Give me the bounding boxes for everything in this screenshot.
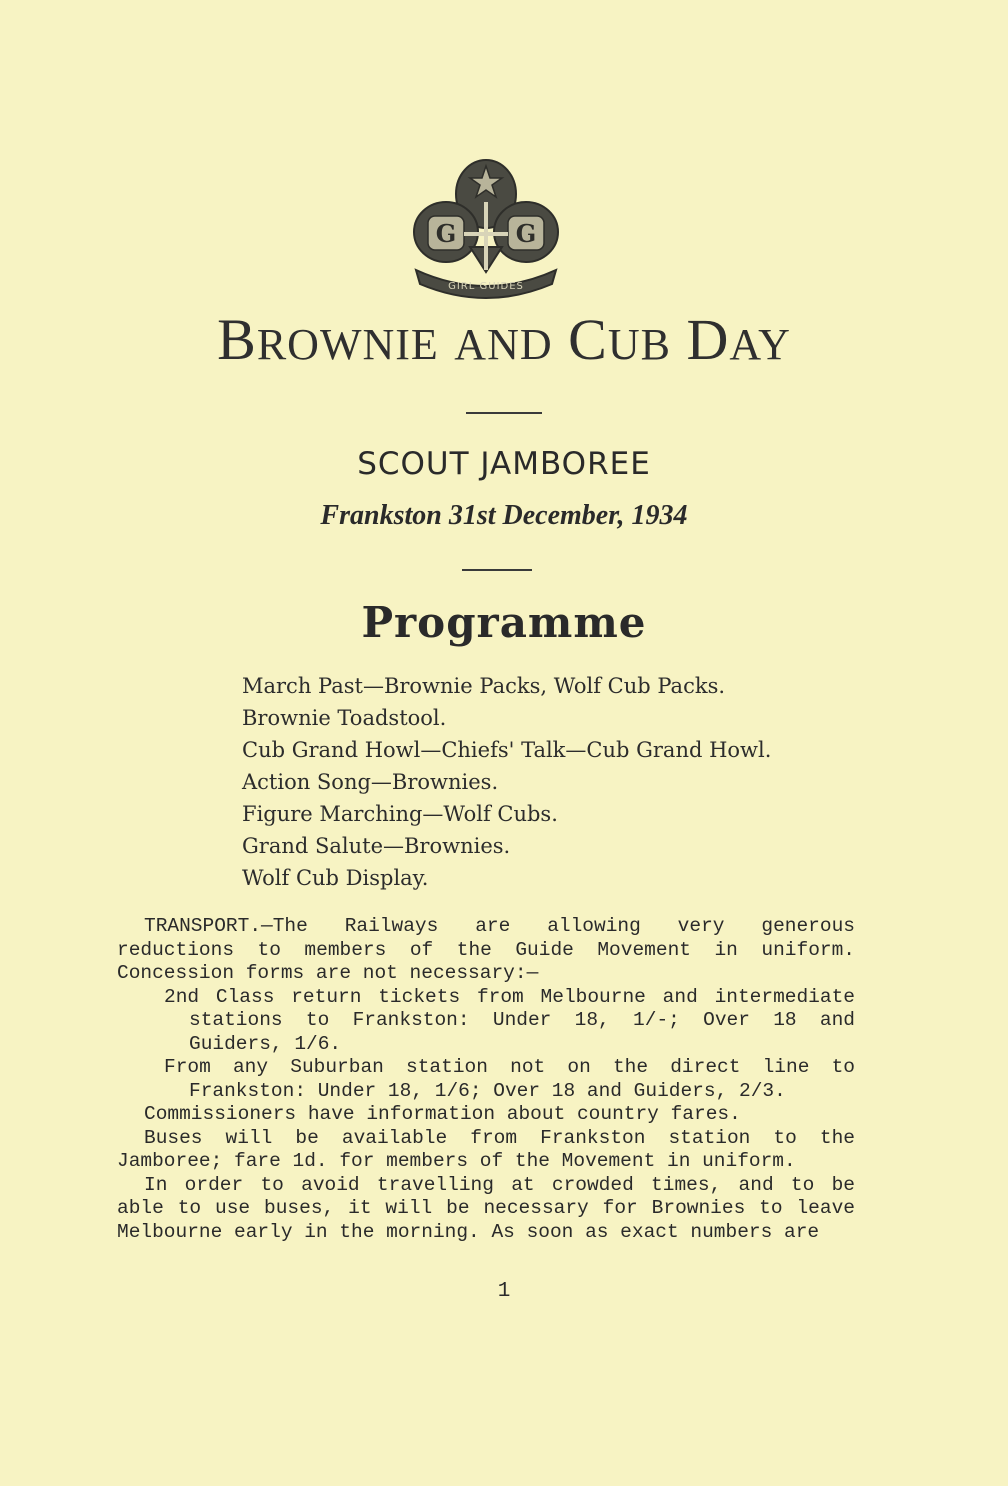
programme-item: March Past—Brownie Packs, Wolf Cub Packs. xyxy=(242,674,726,698)
page-number: 1 xyxy=(497,1280,511,1303)
transport-paragraph: In order to avoid travelling at crowded times, and to be able to use buses, it will be necessary for Brownies to leave Melbourne early in the morning. As soon as exact numbers are xyxy=(117,1173,855,1243)
programme-heading: Programme xyxy=(361,598,647,647)
programme-item: Wolf Cub Display. xyxy=(242,866,429,890)
trefoil-emblem-icon xyxy=(408,152,564,302)
emblem-letter-left: G xyxy=(435,219,457,248)
transport-paragraph: 2nd Class return tickets from Melbourne and intermediate stations to Frankston: Under 18, 1/-; Over 18 and Guiders, 1/6. xyxy=(164,985,855,1055)
transport-section xyxy=(117,915,855,1244)
programme-item: Brownie Toadstool. xyxy=(242,706,447,730)
programme-item: Cub Grand Howl—Chiefs' Talk—Cub Grand Howl. xyxy=(242,738,772,762)
subtitle: SCOUT JAMBOREE xyxy=(357,446,651,482)
programme-item: Grand Salute—Brownies. xyxy=(242,834,511,858)
divider-2 xyxy=(462,569,532,571)
programme-item: Action Song—Brownies. xyxy=(242,770,499,794)
transport-paragraph: Commissioners have information about country fares. xyxy=(144,1103,741,1125)
programme-list xyxy=(242,670,771,894)
transport-paragraph: Buses will be available from Frankston station to the Jamboree; fare 1d. for members of the Movement in uniform. xyxy=(117,1126,855,1172)
transport-paragraph: From any Suburban station not on the direct line to Frankston: Under 18, 1/6; Over 18 and Guiders, 2/3. xyxy=(164,1056,855,1102)
emblem-letter-right: G xyxy=(515,219,537,248)
event-date: Frankston 31st December, 1934 xyxy=(320,500,688,531)
divider-1 xyxy=(466,412,542,414)
emblem-ribbon-text: GIRL GUIDES xyxy=(448,281,524,292)
page-title: BROWNIE AND CUB DAY xyxy=(217,307,791,372)
programme-item: Figure Marching—Wolf Cubs. xyxy=(242,802,558,826)
transport-paragraph: TRANSPORT.—The Railways are allowing very generous reductions to members of the Guide Movement in uniform. Concession forms are not necessary:— xyxy=(117,915,855,984)
